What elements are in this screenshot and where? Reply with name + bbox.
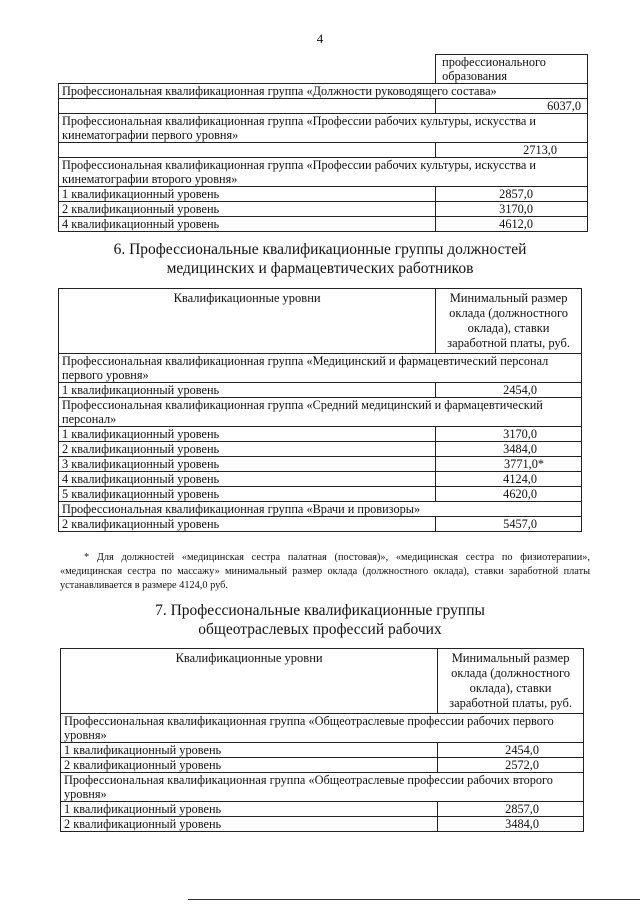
level-label: 1 квалификационный уровень [59,187,436,202]
footnote: * Для должностей «медицинская сестра палатная (постовая)», «медицинская сестра по физиотерапии», «медицинская сестра по массажу» минимальный размер оклада (должностного оклада), ставки заработной платы устанавливается в размере 4124,0 руб. [60,552,590,591]
value-cell: 2713,0 [436,143,588,158]
heading-line: общеотраслевых профессий рабочих [198,621,442,638]
heading-line: 7. Профессиональные квалификационные группы [155,602,485,619]
table-row [59,383,582,398]
table-row [59,487,582,502]
level-label: 2 квалификационный уровень [59,442,436,457]
heading-line: медицинских и фармацевтических работников [166,260,474,277]
group-title: Профессиональная квалификационная группа «Профессии рабочих культуры, искусства и кинематографии второго уровня» [59,158,588,187]
column-header-levels: Квалификационные уровни [59,289,436,354]
group-row [59,114,588,143]
value-cell: 3771,0* [436,457,582,472]
heading-line: 6. Профессиональные квалификационные группы должностей [113,241,527,258]
level-label: 5 квалификационный уровень [59,487,436,502]
column-header-salary: Минимальный размер оклада (должностного оклада), ставки заработной платы, руб. [438,649,584,714]
level-label: 2 квалификационный уровень [61,817,438,832]
group-title: Профессиональная квалификационная группа «Должности руководящего состава» [59,84,588,99]
group-row [59,354,582,383]
value-cell: 3170,0 [436,202,588,217]
group-row [59,84,588,99]
page-number: 4 [316,31,324,46]
table-row [59,55,588,84]
section7-heading [0,601,640,639]
table-row [59,442,582,457]
table-row [59,472,582,487]
table-row [59,427,582,442]
value-cell: 2454,0 [436,383,582,398]
level-label: 2 квалификационный уровень [59,517,436,532]
value-cell: 4124,0 [436,472,582,487]
cont-cell: профессионального образования [436,55,588,84]
section6-table [58,288,582,532]
group-title: Профессиональная квалификационная группа «Общеотраслевые профессии рабочих второго уровня» [61,773,584,802]
empty-cell [59,99,436,114]
table-row [59,202,588,217]
level-label: 2 квалификационный уровень [61,758,438,773]
value-cell: 5457,0 [436,517,582,532]
table-row [61,802,584,817]
level-label: 4 квалификационный уровень [59,217,436,232]
value-cell: 3170,0 [436,427,582,442]
group-title: Профессиональная квалификационная группа «Средний медицинский и фармацевтический персонал» [59,398,582,427]
group-title: Профессиональная квалификационная группа «Профессии рабочих культуры, искусства и кинематографии первого уровня» [59,114,588,143]
top-table [58,54,588,232]
group-title: Профессиональная квалификационная группа «Врачи и провизоры» [59,502,582,517]
group-row [61,773,584,802]
level-label: 1 квалификационный уровень [59,383,436,398]
group-row [59,502,582,517]
value-cell: 2454,0 [438,743,584,758]
group-row [59,158,588,187]
level-label: 4 квалификационный уровень [59,472,436,487]
table-row [59,457,582,472]
level-label: 3 квалификационный уровень [59,457,436,472]
value-cell: 2857,0 [438,802,584,817]
level-label: 2 квалификационный уровень [59,202,436,217]
table-row [59,187,588,202]
header-row [59,289,582,354]
table-row [59,217,588,232]
value-cell: 4620,0 [436,487,582,502]
table-row [59,143,588,158]
value-cell: 2857,0 [436,187,588,202]
value-cell: 2572,0 [438,758,584,773]
level-label: 1 квалификационный уровень [59,427,436,442]
column-header-levels: Квалификационные уровни [61,649,438,714]
column-header-salary: Минимальный размер оклада (должностного оклада), ставки заработной платы, руб. [436,289,582,354]
section6-heading [0,240,640,278]
table-row [59,99,588,114]
empty-cell [59,55,436,84]
table-row [61,743,584,758]
empty-cell [59,143,436,158]
value-cell: 4612,0 [436,217,588,232]
section7-table [60,648,584,832]
group-row [59,398,582,427]
header-row [61,649,584,714]
table-row [61,758,584,773]
level-label: 1 квалификационный уровень [61,802,438,817]
level-label: 1 квалификационный уровень [61,743,438,758]
bottom-rule [188,899,640,900]
value-cell: 3484,0 [436,442,582,457]
group-row [61,714,584,743]
table-row [59,517,582,532]
table-row [61,817,584,832]
group-title: Профессиональная квалификационная группа «Медицинский и фармацевтический персонал первого уровня» [59,354,582,383]
value-cell: 6037,0 [436,99,588,114]
group-title: Профессиональная квалификационная группа «Общеотраслевые профессии рабочих первого уровня» [61,714,584,743]
value-cell: 3484,0 [438,817,584,832]
